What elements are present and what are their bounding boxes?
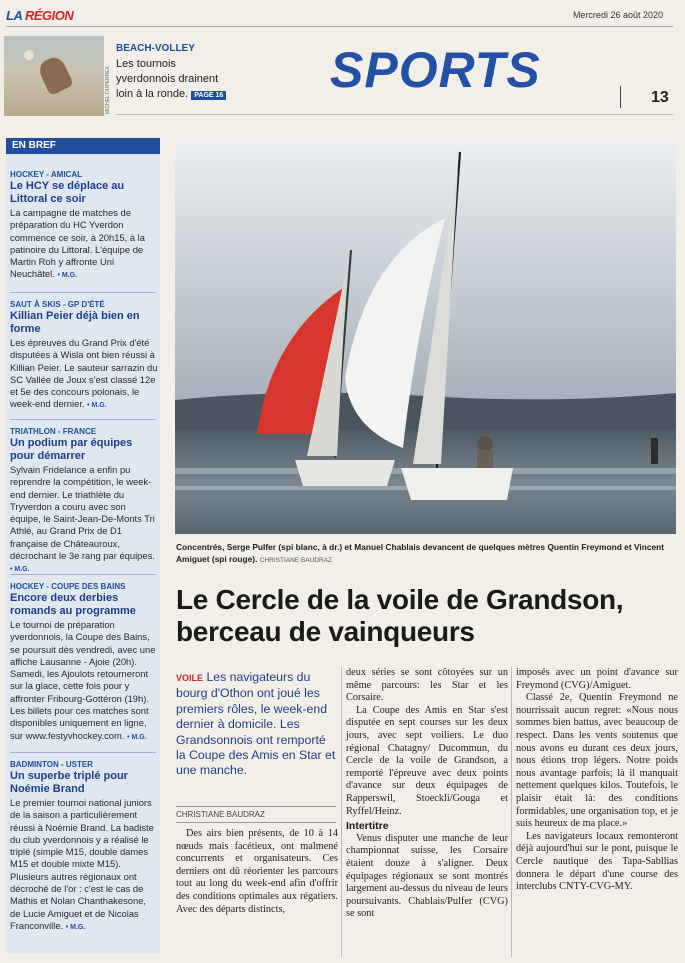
brief-separator	[10, 419, 156, 420]
brief-title: Un superbe triplé pour Noémie Brand	[10, 770, 128, 795]
article-column-2	[346, 667, 508, 921]
article-lead: VOILE Les navigateurs du bourg d'Othon ont joué les premiers rôles, le week-end dernier à domicile. Les Grandsonnois ont remporté la Coupe des Amis en Star et une manche.	[176, 670, 336, 778]
brief-author: • M.G.	[57, 272, 77, 280]
header-divider	[6, 26, 673, 27]
brief-title: Le HCY se déplace au Littoral ce soir	[10, 180, 125, 205]
en-bref-title: EN BREF	[6, 138, 160, 154]
brief-author: • M.G.	[87, 402, 107, 410]
paragraph: imposés avec un point d'avance sur Freymond (CVG)/Amiguet.	[516, 667, 678, 691]
teaser-photo	[4, 36, 104, 116]
brief-triathlon	[10, 427, 158, 577]
article-kicker: VOILE	[176, 673, 204, 683]
photo-credit: CHRISTIANE BAUDRAZ	[259, 557, 332, 564]
player-figure	[36, 54, 74, 96]
brief-body: La campagne de matches de préparation du HC Yverdon commence ce soir, à 20h15, à la patinoire du Littoral. L'équipe de Martin Roh y affronte Uni Neuchâtel. • M.G.	[10, 207, 145, 280]
article-column-3	[516, 667, 678, 894]
brief-kicker: HOCKEY - COUPE DES BAINS	[10, 582, 126, 591]
brief-badminton	[10, 760, 158, 934]
brief-hockey-amical	[10, 170, 158, 283]
brief-kicker: TRIATHLON - FRANCE	[10, 427, 97, 436]
page-number-divider	[620, 86, 621, 108]
brief-body: Le tournoi de préparation yverdonnois, la Coupe des Bains, se poursuit dès vendredi, avec une affiche Lausanne - Ajoie (20h). Samedi, les Ajoulots retourneront sur la glace, cette fois pour y affronter Fribourg-Gottéron (19h). Les billets pour ces matches sont disponibles uniquement en ligne, sur www.festyvhockey.com. • M.G.	[10, 619, 156, 741]
volleyball-shape	[24, 50, 34, 60]
newspaper-logo: LA RÉGION	[6, 8, 74, 23]
brief-coupe-des-bains	[10, 582, 158, 744]
byline-rule	[176, 822, 336, 823]
brief-separator	[10, 752, 156, 753]
article-byline: CHRISTIANE BAUDRAZ	[176, 810, 265, 819]
column-rule	[341, 667, 342, 957]
section-title: SPORTS	[330, 42, 541, 98]
sailor-figure	[477, 436, 493, 452]
photo-caption: Concentrés, Serge Pulfer (spi blanc, à dr.) et Manuel Chablais devancent de quelques mètres Quentin Freymond et Vincent Amiguet (spi rouge). CHRISTIANE BAUDRAZ	[176, 542, 665, 564]
sailing-photo	[175, 138, 676, 534]
paragraph: Des airs bien présents, de 10 à 14 nœuds mais facétieux, ont malmené concurrents et organisateurs. Ces derniers ont dû réorienter les parcours tout au long du week-end afin d'offrir des conditions optimales aux régatiers. Avec des départs distincts,	[176, 828, 338, 915]
brief-saut-a-skis	[10, 300, 158, 413]
brief-author: • M.G.	[65, 923, 86, 931]
page-number: 13	[651, 89, 669, 106]
brief-body: Sylvain Fridelance a enfin pu reprendre la compétition, le week-end dernier. Le triathlète du Tryverdon a couru avec son équipe, le Saint-Jean-De-Monts Tri Athlé, au Grand Prix de D1 française de Châteauroux, décrochant le 3e rang par équipes. • M.G.	[10, 464, 155, 574]
paragraph: Venus disputer une manche de leur championnat suisse, les Corsaire étaient douze à s'aligner. Deux équipages régionaux se sont montrés largement au-dessus du niveau de leurs poursuivants. Chablais/Pulfer (CVG) se sont	[346, 832, 508, 920]
brief-body: Les épreuves du Grand Prix d'été disputées à Wisla ont bien réussi à Killian Peier. Le sauteur sarrazin du SC Vallée de Joux s'est classé 12e et 5e des concours polonais, le week-end dernier. • M.G.	[10, 337, 158, 410]
brief-title: Encore deux derbies romands au programme	[10, 592, 136, 617]
brief-body: Le premier tournoi national juniors de la saison a particulièrement réussi à Noémie Brand. La badiste du club yverdonnois y a réalisé le triplé (simple M15, double dames M15 et double mixte M15). Plusieurs autres régionaux ont décroché de l'or : c'est le cas de Mathis et Nolan Chanthakesone, de Lucie Amiguet et de Nicolas Franconville. • M.G.	[10, 797, 154, 931]
brief-kicker: SAUT À SKIS - GP D'ÉTÉ	[10, 300, 105, 309]
red-boat-hull	[295, 460, 395, 486]
issue-date: Mercredi 26 août 2020	[572, 10, 663, 20]
white-boat-hull	[401, 468, 513, 500]
brief-title: Un podium par équipes pour démarrer	[10, 437, 133, 462]
brief-author: • M.G.	[127, 733, 147, 741]
brief-kicker: BADMINTON - USTER	[10, 760, 93, 769]
paragraph: Les navigateurs locaux remonteront déjà aujourd'hui sur le pont, puisque le Cercle nautique des Tapa-Sabllias donnera le départ d'une course des interclubs CNTY-CVG-MY.	[516, 830, 678, 893]
teaser-kicker: BEACH-VOLLEY	[116, 43, 195, 54]
buoy-shape	[651, 438, 658, 464]
byline-rule	[176, 806, 336, 807]
brief-separator	[10, 292, 156, 293]
paragraph: La Coupe des Amis en Star s'est disputée en sept courses sur les deux jours, avec sept voiliers. Le duo régional Chatagny/ Ducommun, du Cercle de la voile de Grandson, a remporté l'épreuve avec deux points d'avance sur deux équipages de Rapperswil, Stoeckli/Gouga et Ryffel/Heinz.	[346, 704, 508, 817]
article-headline: Le Cercle de la voile de Grandson, berceau de vainqueurs	[176, 584, 624, 647]
brief-author: • M.G.	[10, 566, 30, 574]
article-column-1	[176, 828, 338, 916]
brief-kicker: HOCKEY - AMICAL	[10, 170, 82, 179]
header-bottom-rule	[116, 114, 673, 115]
teaser-page-ref[interactable]: PAGE 16	[191, 91, 226, 100]
teaser-text[interactable]: Les tournois yverdonnois drainent loin à la ronde. PAGE 16	[116, 57, 236, 103]
paragraph: Classé 2e, Quentin Freymond ne nourrissait aucun regret: «Nous nous sommes bien battus, avec beaucoup de respect. Dans les vents soutenus que nous avons eu durant ces deux jours, nous étions trop légers. Notre poids nous avantage parfois; là il manquait nettement quelques kilos. Toutefois, le plaisir était là: des conditions formidables, une organisation top, et je suis heureux de ma place.»	[516, 692, 678, 830]
sailor-figure	[477, 450, 493, 468]
article-subhead: Intertitre	[346, 820, 389, 833]
column-rule	[511, 667, 512, 957]
brief-separator	[10, 574, 156, 575]
brief-title: Killian Peier déjà bien en forme	[10, 310, 140, 335]
paragraph: deux séries se sont côtoyées sur un même parcours: les Star et les Corsaire.	[346, 667, 508, 704]
teaser-photo-credit: MICHEL DUPERREX	[105, 66, 111, 114]
sailboats-illustration	[175, 138, 676, 534]
